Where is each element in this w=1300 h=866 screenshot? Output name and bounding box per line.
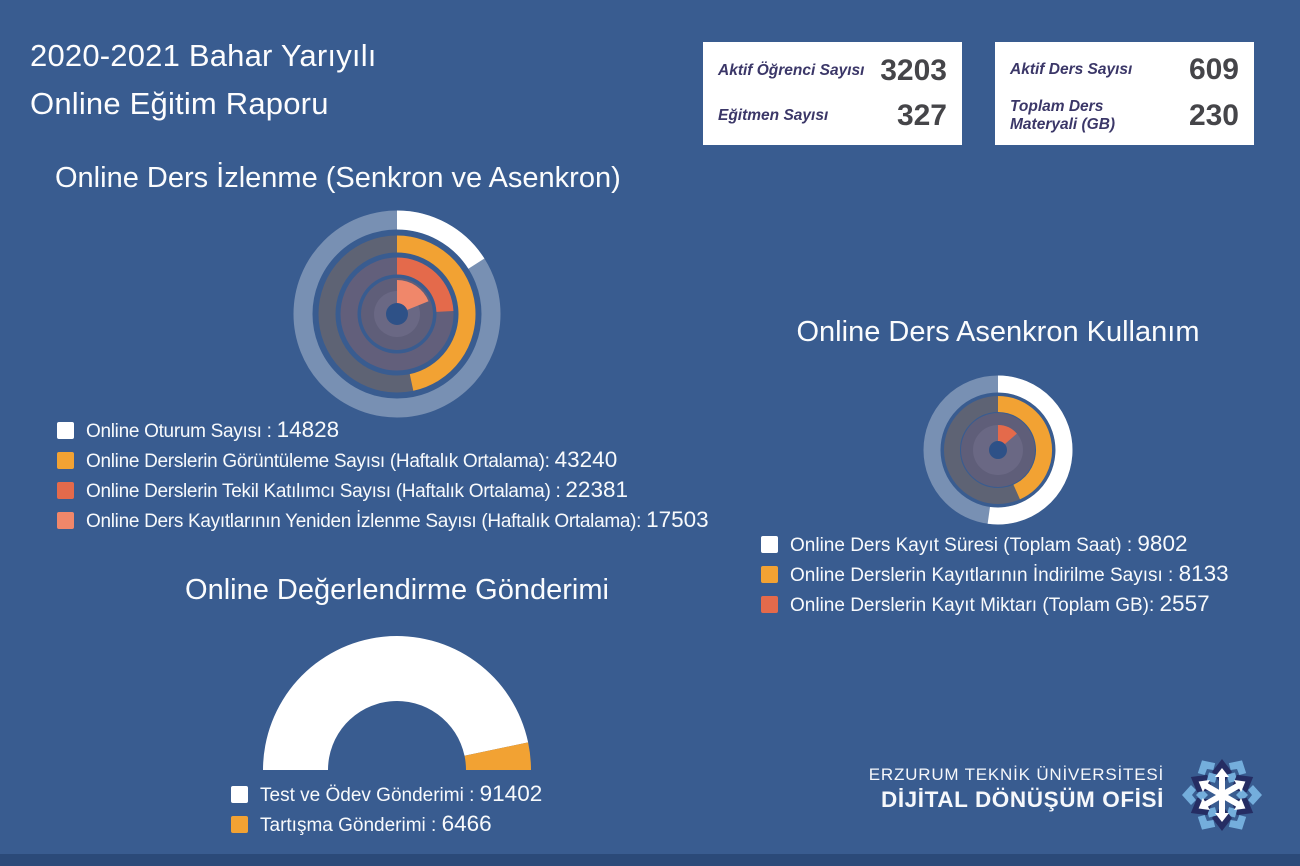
legend-value: 9802: [1137, 531, 1188, 556]
section-title-asenkron-kullanim: Online Ders Asenkron Kullanım: [796, 316, 1200, 348]
legend-label: Test ve Ödev Gönderimi : 91402: [260, 781, 543, 806]
stat-value: 327: [896, 99, 947, 133]
legend-value: 91402: [479, 781, 543, 806]
stat-label: Aktif Öğrenci Sayısı: [718, 61, 865, 79]
legend-label: Tartışma Gönderimi : 6466: [260, 811, 492, 836]
page-title-line1: 2020-2021 Bahar Yarıyılı: [30, 38, 377, 73]
legend-swatch-icon: [761, 596, 778, 613]
legend-value: 14828: [276, 417, 340, 442]
legend-item: [57, 509, 709, 531]
stat-row-active-courses: [995, 53, 1254, 87]
legend-ders-izlenme: [57, 419, 709, 539]
legend-item: [57, 449, 709, 471]
legend-swatch-icon: [57, 422, 74, 439]
legend-item: [761, 593, 1229, 615]
stat-value: 230: [1188, 98, 1239, 132]
radial-chart-asenkron-kullanim: [918, 370, 1078, 535]
chart-svg: [252, 625, 542, 777]
legend-swatch-icon: [231, 786, 248, 803]
legend-label: Online Derslerin Kayıtlarının İndirilme Sayısı : 8133: [790, 561, 1229, 586]
snowflake-logo-icon: [1174, 753, 1270, 842]
legend-label: Online Oturum Sayısı : 14828: [86, 417, 340, 442]
legend-label: Online Ders Kayıt Süresi (Toplam Saat) : 9802: [790, 531, 1188, 556]
legend-value: 43240: [554, 447, 618, 472]
stat-label: Aktif Ders Sayısı: [1010, 61, 1133, 79]
stat-row-active-students: [703, 54, 962, 88]
legend-value: 22381: [565, 477, 628, 502]
legend-label: Online Ders Kayıtlarının Yeniden İzlenme Sayısı (Haftalık Ortalama): 17503: [86, 507, 709, 532]
legend-value: 8133: [1178, 561, 1229, 586]
footer-organization: [869, 764, 1164, 813]
radial-chart-ders-izlenme: [292, 209, 502, 424]
legend-label: Online Derslerin Kayıt Miktarı (Toplam GB): 2557: [790, 591, 1210, 616]
legend-label: Online Derslerin Tekil Katılımcı Sayısı (Haftalık Ortalama) : 22381: [86, 477, 628, 502]
org-university-name: ERZURUM TEKNİK ÜNİVERSİTESİ: [868, 765, 1164, 784]
page-title: [30, 32, 377, 128]
stat-box-courses-material: [995, 42, 1254, 145]
legend-item: [57, 479, 709, 501]
legend-swatch-icon: [761, 566, 778, 583]
chart-svg: [918, 370, 1078, 530]
legend-item: [231, 783, 542, 805]
legend-item: [761, 533, 1229, 555]
legend-item: [231, 813, 542, 835]
stat-label: Toplam Ders Materyali (GB): [1010, 98, 1116, 133]
legend-swatch-icon: [57, 482, 74, 499]
legend-item: [57, 419, 709, 441]
legend-swatch-icon: [57, 512, 74, 529]
stat-label: Eğitmen Sayısı: [718, 107, 829, 125]
stat-value: 3203: [880, 53, 947, 87]
legend-asenkron-kullanim: [761, 533, 1229, 623]
legend-value: 2557: [1159, 591, 1210, 616]
page-title-line2: Online Eğitim Raporu: [30, 86, 329, 121]
bottom-accent-bar: [0, 854, 1300, 866]
legend-degerlendirme: [231, 783, 542, 843]
legend-item: [761, 563, 1229, 585]
legend-swatch-icon: [231, 816, 248, 833]
chart-svg: [292, 209, 502, 419]
legend-label: Online Derslerin Görüntüleme Sayısı (Haftalık Ortalama): 43240: [86, 447, 618, 472]
stat-row-course-material: [995, 98, 1254, 134]
org-office-name: DİJİTAL DÖNÜŞÜM OFİSİ: [880, 787, 1164, 812]
legend-swatch-icon: [761, 536, 778, 553]
stat-box-students-instructors: [703, 42, 962, 145]
gauge-chart-degerlendirme: [252, 625, 542, 782]
section-title-degerlendirme: Online Değerlendirme Gönderimi: [185, 574, 609, 606]
stat-value: 609: [1188, 53, 1239, 87]
legend-swatch-icon: [57, 452, 74, 469]
legend-value: 17503: [646, 507, 709, 532]
legend-value: 6466: [441, 811, 492, 836]
section-title-ders-izlenme: Online Ders İzlenme (Senkron ve Asenkron): [55, 162, 621, 194]
stat-row-instructors: [703, 99, 962, 133]
